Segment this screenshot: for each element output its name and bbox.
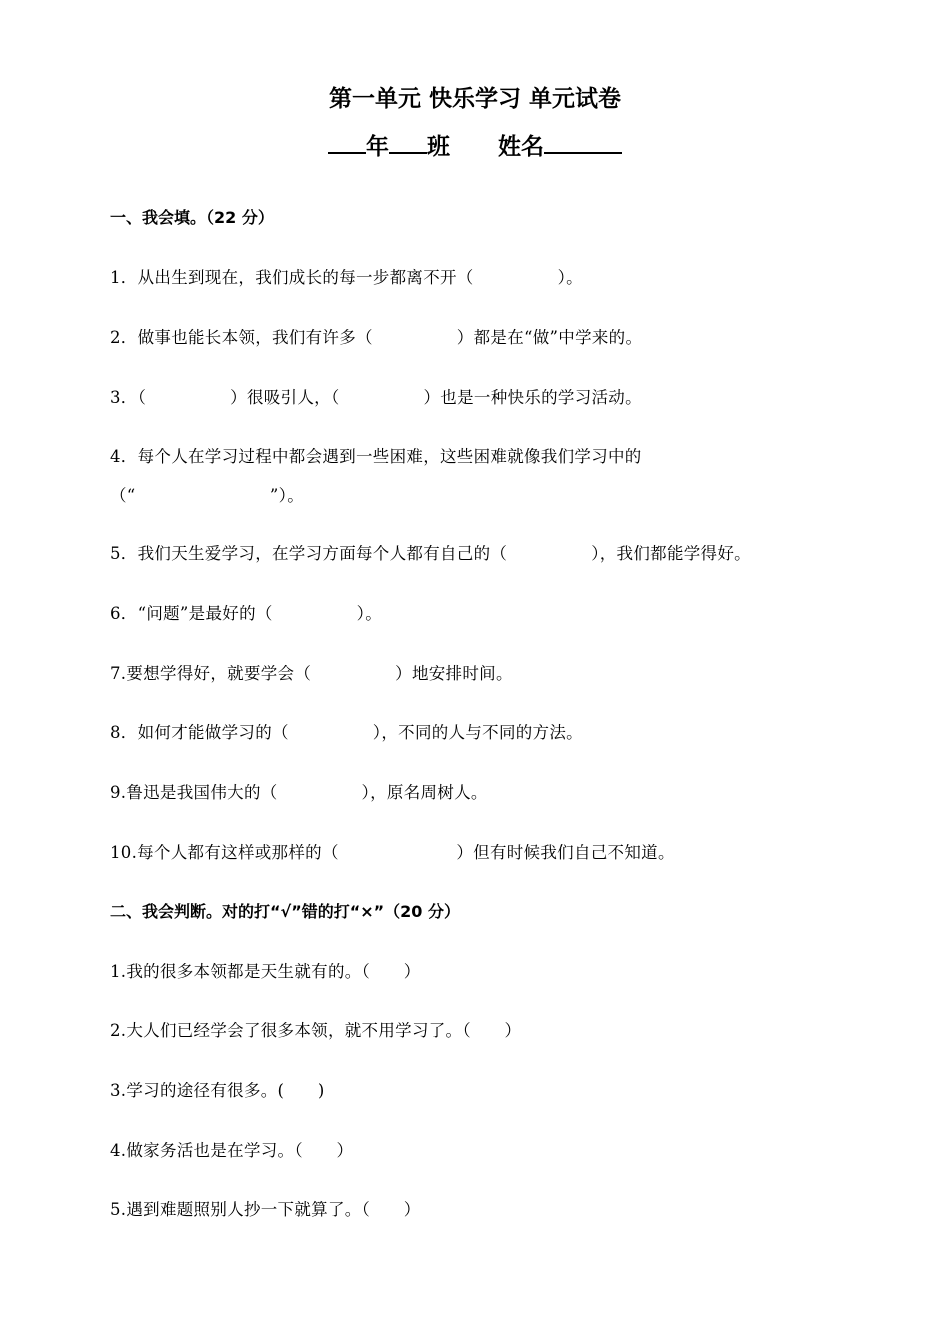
- judge-item-4: 4.做家务活也是在学习。（ ）: [110, 1141, 354, 1160]
- class-label: 班: [427, 134, 450, 160]
- class-blank[interactable]: [389, 130, 427, 154]
- judge-item-1: 1.我的很多本领都是天生就有的。（ ）: [110, 962, 421, 981]
- fill-item-1: 1．从出生到现在，我们成长的每一步都离不开（ ）。: [110, 268, 583, 287]
- fill-item-4: 4．每个人在学习过程中都会遇到一些困难，这些困难就像我们学习中的: [110, 447, 642, 466]
- fill-item-6: 6．“问题”是最好的（ ）。: [110, 604, 383, 623]
- name-label: 姓名: [498, 134, 544, 160]
- fill-item-7: 7.要想学得好，就要学会（ ）地安排时间。: [110, 664, 513, 683]
- fill-item-9: 9.鲁迅是我国伟大的（ ），原名周树人。: [110, 783, 488, 802]
- page-title: 第一单元 快乐学习 单元试卷: [328, 86, 621, 112]
- fill-item-4-continued: （“ ”）。: [110, 486, 305, 505]
- fill-item-10: 10.每个人都有这样或那样的（ ）但有时候我们自己不知道。: [110, 843, 675, 862]
- fill-item-2: 2．做事也能长本领，我们有许多（ ）都是在“做”中学来的。: [110, 328, 643, 347]
- section2-heading: 二、我会判断。对的打“√”错的打“×”（20 分）: [110, 902, 460, 921]
- fill-item-5: 5．我们天生爱学习，在学习方面每个人都有自己的（ ），我们都能学得好。: [110, 544, 751, 563]
- class-name-line: [0, 128, 950, 161]
- judge-item-2: 2.大人们已经学会了很多本领，就不用学习了。（ ）: [110, 1021, 522, 1040]
- fill-item-3: 3．（ ）很吸引人，（ ）也是一种快乐的学习活动。: [110, 388, 642, 407]
- judge-item-3: 3.学习的途径有很多。( ): [110, 1081, 325, 1100]
- section1-heading: 一、我会填。（22 分）: [110, 208, 274, 227]
- judge-item-5: 5.遇到难题照别人抄一下就算了。（ ）: [110, 1200, 421, 1219]
- year-label: 年: [366, 134, 389, 160]
- name-blank[interactable]: [544, 130, 622, 154]
- year-blank[interactable]: [328, 130, 366, 154]
- fill-item-8: 8．如何才能做学习的（ ），不同的人与不同的方法。: [110, 723, 583, 742]
